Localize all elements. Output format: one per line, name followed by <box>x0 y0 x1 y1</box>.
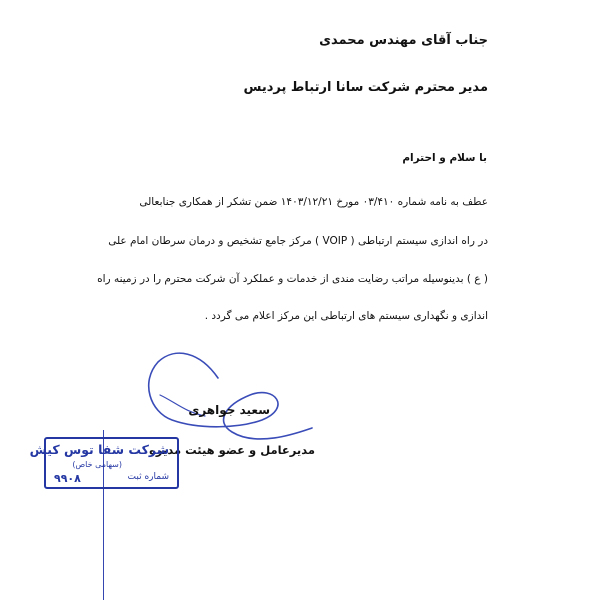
addressee-title: مدیر محترم شرکت سانا ارتباط پردیس <box>243 80 488 95</box>
stamp-type: (سهامی خاص) <box>72 460 122 469</box>
signatory-title: مدیرعامل و عضو هیئت مدیره <box>149 443 315 457</box>
stamp-reg-number: ۹۹۰۸ <box>54 472 81 485</box>
stamp-company: شرکت شفا توس کیش <box>29 442 169 457</box>
body-line-1: عطف به نامه شماره ۰۳/۴۱۰ مورخ ۱۴۰۳/۱۲/۲۱ ضمن تشکر از همکاری جنابعالی <box>139 196 488 208</box>
body-line-4: اندازی و نگهداری سیستم های ارتباطی این مرکز اعلام می گردد . <box>204 310 488 322</box>
signatory-name: سعید جواهری <box>188 403 270 417</box>
body-line-2: در راه اندازی سیستم ارتباطی ( VOIP ) مرکز جامع تشخیص و درمان سرطان امام علی <box>108 235 488 247</box>
greeting: با سلام و احترام <box>402 152 487 164</box>
addressee: جناب آقای مهندس محمدی <box>319 33 488 48</box>
stamp-reg-label: شماره ثبت <box>127 472 169 482</box>
body-line-3: ( ع ) بدینوسیله مراتب رضایت مندی از خدمات و عملکرد آن شرکت محترم را در زمینه راه <box>97 273 488 285</box>
company-stamp <box>29 437 179 489</box>
